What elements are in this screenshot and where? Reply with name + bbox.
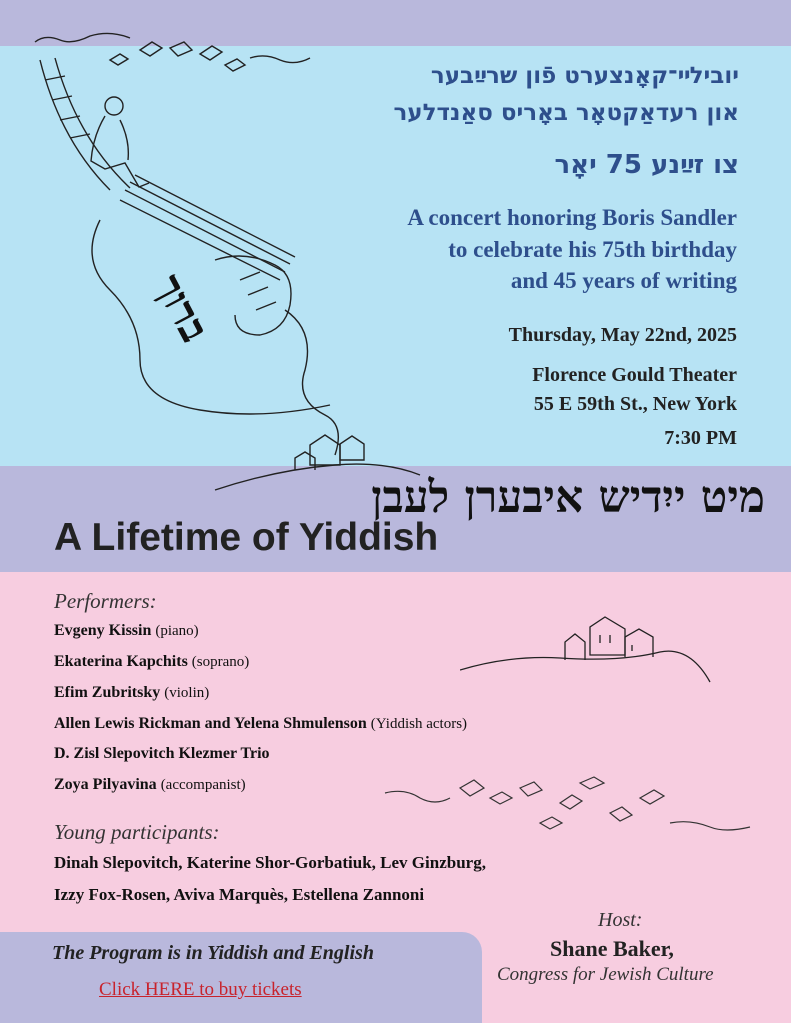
english-subtitle-line-2: to celebrate his 75th birthday	[448, 237, 737, 262]
performer-name: D. Zisl Slepovitch Klezmer Trio	[54, 745, 270, 762]
performer-role: (Yiddish actors)	[370, 716, 468, 732]
performer-role: (soprano)	[191, 654, 250, 670]
event-date: Thursday, May 22nd, 2025	[508, 324, 737, 346]
performer-item	[54, 745, 270, 763]
host-name: Shane Baker,	[550, 936, 674, 961]
buy-tickets-link[interactable]: Click HERE to buy tickets	[99, 979, 302, 1000]
performer-item	[54, 776, 246, 794]
yiddish-title: מיט ייִדיש איבערן לעבן	[371, 472, 765, 523]
decorative-yiddish-lettering: ברוך	[144, 266, 219, 350]
village-illustration	[460, 615, 720, 705]
performer-name: Ekaterina Kapchits	[54, 653, 188, 670]
yiddish-subtitle-line-3: צו זײַנע 75 יאָר	[554, 150, 739, 180]
performer-role: (violin)	[164, 685, 210, 701]
yiddish-subtitle-line-2: און רעדאַקטאָר באָריס סאַנדלער	[393, 100, 739, 126]
host-organization: Congress for Jewish Culture	[497, 964, 714, 985]
performer-role: (accompanist)	[160, 777, 246, 793]
performer-item	[54, 684, 209, 702]
young-participants-line-1: Dinah Slepovitch, Katerine Shor-Gorbatiuk, Lev Ginzburg,	[54, 853, 486, 872]
young-participants-heading: Young participants:	[54, 820, 220, 844]
yiddish-subtitle-line-1: יובילײ־קאָנצערט פֿון שרײַבער	[430, 63, 739, 89]
venue-address: 55 E 59th St., New York	[533, 393, 737, 415]
event-time: 7:30 PM	[664, 427, 737, 449]
host-label: Host:	[598, 909, 643, 931]
english-subtitle-line-3: and 45 years of writing	[510, 268, 737, 293]
program-language-note: The Program is in Yiddish and English	[52, 942, 374, 964]
page-title: A Lifetime of Yiddish	[54, 516, 439, 559]
venue-name: Florence Gould Theater	[532, 364, 737, 386]
performer-name: Evgeny Kissin	[54, 622, 152, 639]
performer-item	[54, 653, 249, 671]
performer-item	[54, 715, 467, 733]
books-illustration	[380, 768, 760, 858]
performer-item	[54, 622, 199, 640]
performer-name: Efim Zubritsky	[54, 684, 161, 701]
english-subtitle-line-1: A concert honoring Boris Sandler	[407, 205, 737, 230]
young-participants-line-2: Izzy Fox-Rosen, Aviva Marquès, Estellena Zannoni	[54, 885, 425, 904]
performers-heading: Performers:	[54, 589, 157, 613]
performer-name: Allen Lewis Rickman and Yelena Shmulenson	[54, 715, 367, 732]
violin-illustration	[0, 20, 440, 500]
performer-role: (piano)	[155, 623, 199, 639]
performer-name: Zoya Pilyavina	[54, 776, 157, 793]
